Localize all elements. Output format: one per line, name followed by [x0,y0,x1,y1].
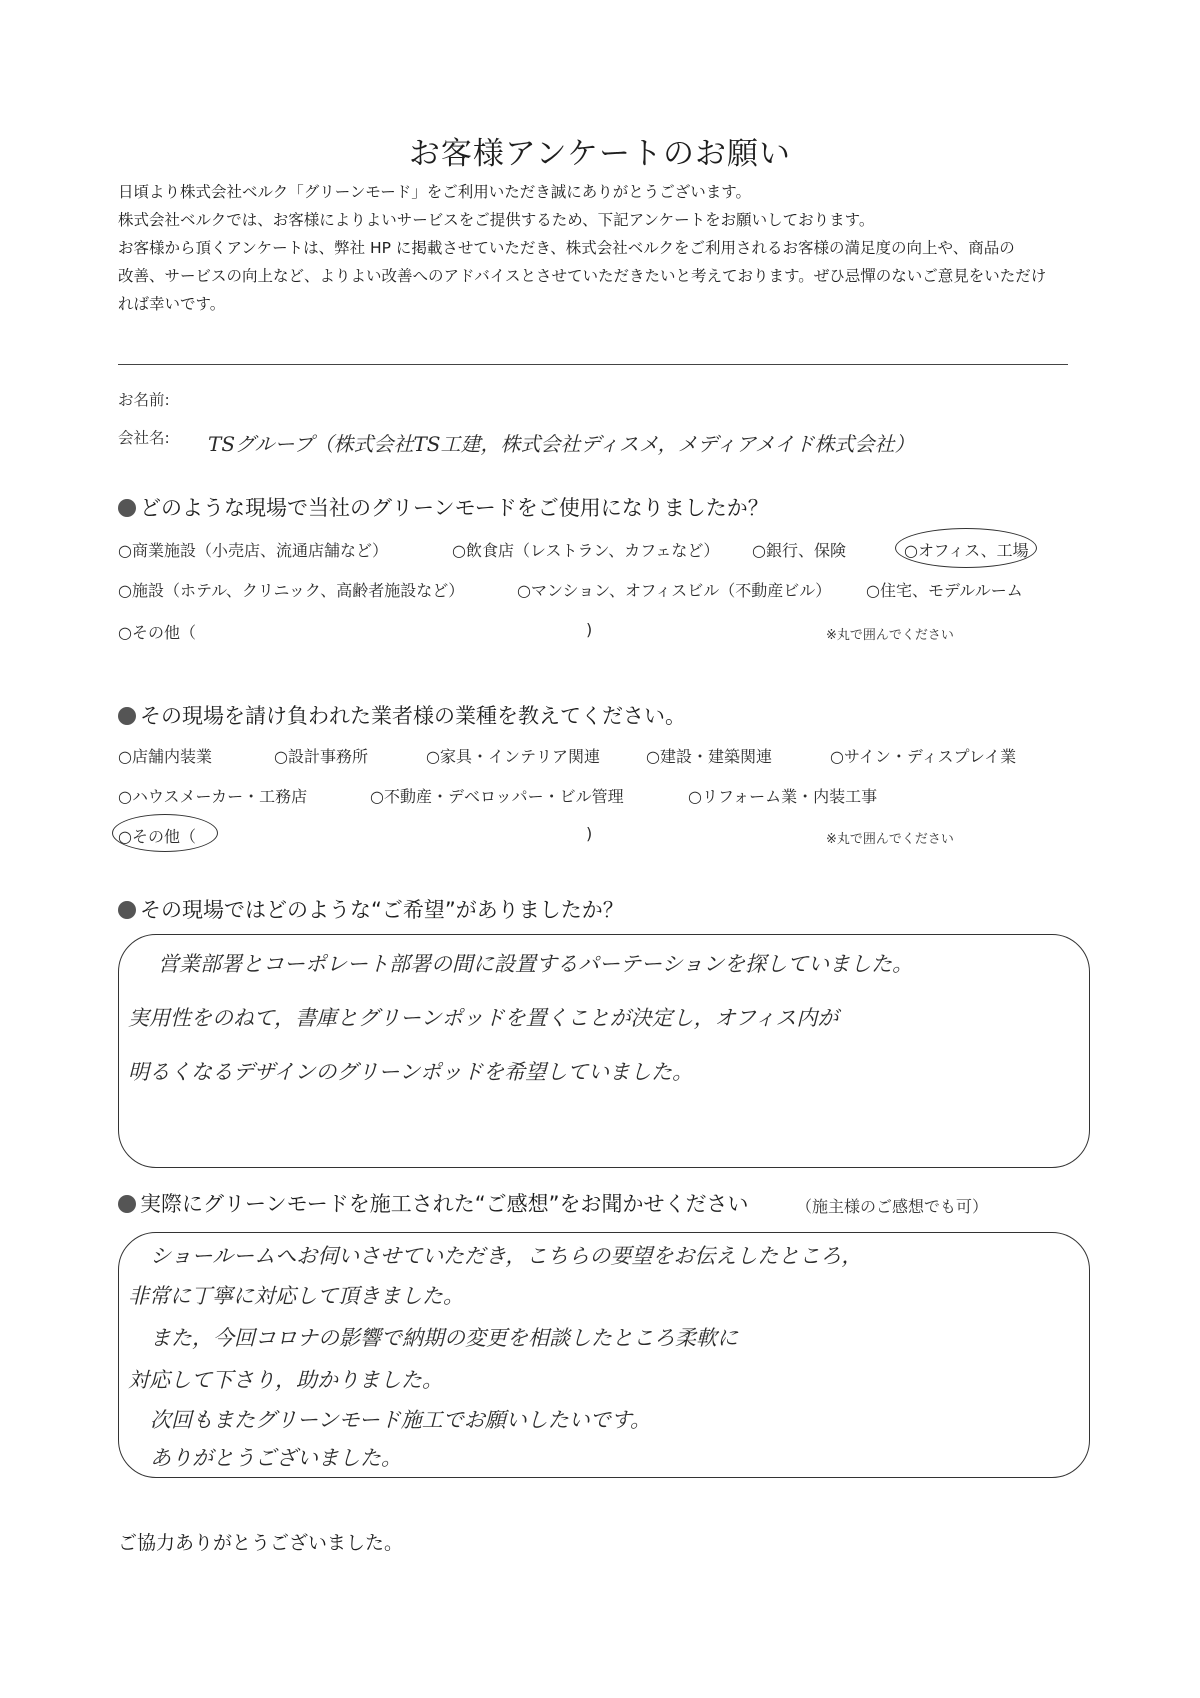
answer-line: ショールームへお伺いさせていただき，こちらの要望をお伝えしたところ， [150,1244,863,1268]
q2-option-construction[interactable]: ○建設・建築関連 [646,747,772,766]
answer-line: ありがとうございました。 [150,1446,402,1470]
q2-note: ※丸で囲んでください [826,832,954,847]
answer-line: 営業部署とコーポレート部署の間に設置するパーテーションを探していました。 [158,952,914,976]
answer-line: 対応して下さり，助かりました。 [128,1368,443,1392]
bullet-icon [118,1195,136,1213]
bullet-icon [118,707,136,725]
question-3-text: その現場ではどのような“ご希望”がありましたか？ [140,898,624,922]
q2-option-furniture[interactable]: ○家具・インテリア関連 [426,747,600,766]
divider [118,364,1068,365]
q1-note: ※丸で囲んでください [826,628,954,643]
q1-option-restaurant[interactable]: ○飲食店（レストラン、カフェなど） [452,541,720,560]
question-4-note: （施主様のご感想でも可） [796,1197,989,1216]
intro-line: 株式会社ベルクでは、お客様によりよいサービスをご提供するため、下記アンケートをお願いしております。 [118,211,875,229]
answer-line: また，今回コロナの影響で納期の変更を相談したところ柔軟に [150,1326,738,1350]
answer-line: 非常に丁寧に対応して頂きました。 [128,1284,464,1308]
q2-option-reform[interactable]: ○リフォーム業・内装工事 [688,787,878,806]
q2-option-sign-display[interactable]: ○サイン・ディスプレイ業 [830,747,1017,766]
q2-option-other-close: ) [586,824,593,843]
question-1-text: どのような現場で当社のグリーンモードをご使用になりましたか？ [140,496,769,520]
q2-option-real-estate[interactable]: ○不動産・デベロッパー・ビル管理 [370,787,624,806]
q1-option-office[interactable]: ○オフィス、工場 [904,541,1029,560]
q1-option-other[interactable]: ○その他（ [118,623,196,642]
answer-line: 実用性をのねて，書庫とグリーンポッドを置くことが決定し，オフィス内が [128,1006,839,1030]
q2-option-store-interior[interactable]: ○店舗内装業 [118,747,212,766]
q2-option-design-office[interactable]: ○設計事務所 [274,747,368,766]
answer-line: 次回もまたグリーンモード施工でお願いしたいです。 [150,1408,652,1432]
q1-option-housing[interactable]: ○住宅、モデルルーム [866,581,1023,600]
page-title: お客様アンケートのお願い [408,136,792,172]
selection-circle [112,814,218,852]
question-3 [118,894,624,924]
q1-option-other-close: ) [586,620,593,639]
q1-option-facility[interactable]: ○施設（ホテル、クリニック、高齢者施設など） [118,581,465,600]
intro-line: 改善、サービスの向上など、よりよい改善へのアドバイスとさせていただきたいと考えております。ぜひ忌憚のないご意見をいただけ [118,267,1047,285]
q1-option-bank[interactable]: ○銀行、保険 [752,541,846,560]
q1-option-commercial[interactable]: ○商業施設（小売店、流通店舗など） [118,541,388,560]
intro-line: れば幸いです。 [118,295,226,313]
q1-option-mansion[interactable]: ○マンション、オフィスビル（不動産ビル） [517,581,832,600]
intro-text [118,178,1046,318]
selection-circle [895,528,1037,568]
company-label: 会社名: [118,429,170,447]
question-4 [118,1188,749,1218]
bullet-icon [118,499,136,517]
name-label: お名前: [118,391,170,409]
company-value[interactable]: TSグループ（株式会社TS工建，株式会社ディスメ，メディアメイド株式会社） [208,432,915,456]
q2-option-house-maker[interactable]: ○ハウスメーカー・工務店 [118,787,308,806]
question-2 [118,700,686,730]
question-4-text: 実際にグリーンモードを施工された“ご感想”をお聞かせください [140,1192,749,1216]
question-1 [118,492,769,522]
q2-option-other[interactable]: ○その他（ [118,827,196,846]
closing-text: ご協力ありがとうございました。 [118,1532,404,1554]
answer-line: 明るくなるデザインのグリーンポッドを希望していました。 [128,1060,694,1084]
intro-line: お客様から頂くアンケートは、弊社 HP に掲載させていただき、株式会社ベルクをご利用されるお客様の満足度の向上や、商品の [118,239,1015,257]
intro-line: 日頃より株式会社ベルク「グリーンモード」をご利用いただき誠にありがとうございます。 [118,183,752,201]
bullet-icon [118,901,136,919]
question-2-text: その現場を請け負われた業者様の業種を教えてください。 [140,704,686,728]
